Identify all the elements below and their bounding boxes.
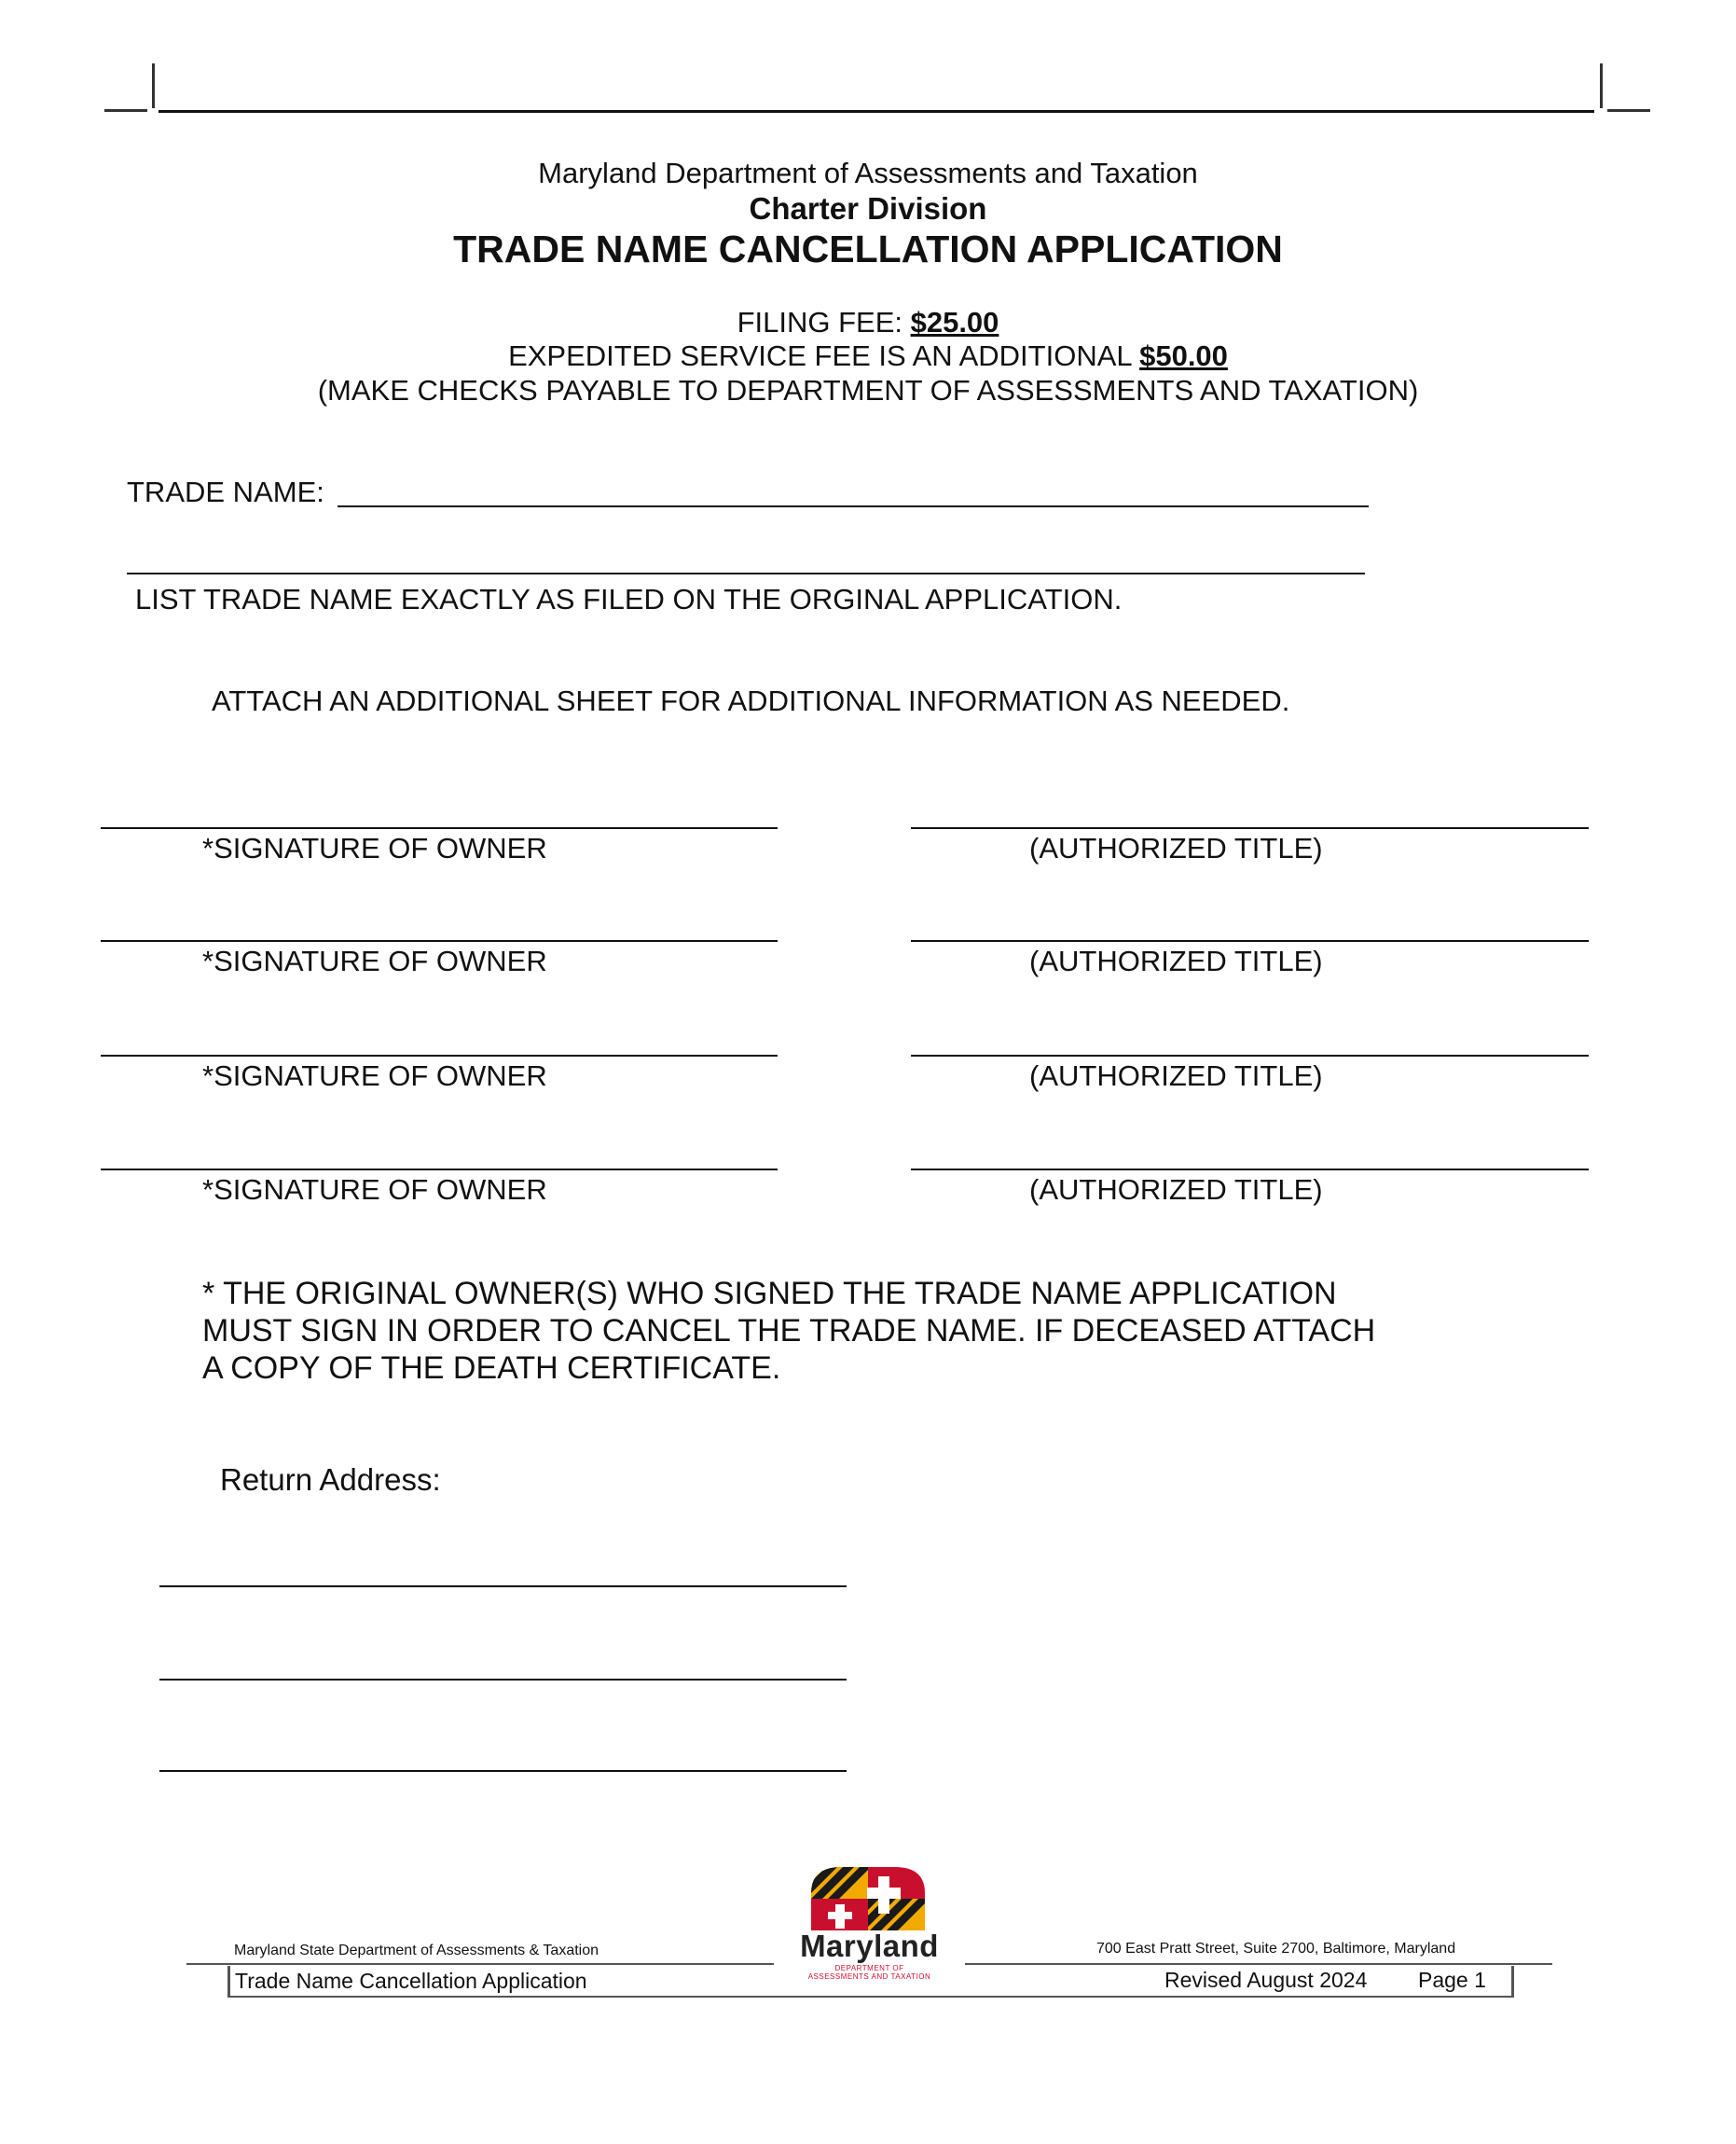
trade-name-second-line[interactable] <box>127 573 1365 574</box>
form-title: TRADE NAME CANCELLATION APPLICATION <box>453 228 1283 270</box>
crop-mark-top-left-horizontal <box>104 109 147 112</box>
trade-name-input[interactable] <box>338 474 1369 507</box>
expedited-fee-label: EXPEDITED SERVICE FEE IS AN ADDITIONAL <box>508 339 1140 372</box>
authorized-title-line[interactable] <box>911 827 1589 829</box>
authorized-title-line[interactable] <box>911 1169 1589 1170</box>
note-line: * THE ORIGINAL OWNER(S) WHO SIGNED THE TRADE NAME APPLICATION <box>202 1276 1337 1311</box>
owner-signature-line[interactable] <box>101 1169 778 1170</box>
filing-fee-label: FILING FEE: <box>737 306 911 339</box>
authorized-title-line[interactable] <box>911 940 1589 942</box>
maryland-logo <box>774 1865 965 1982</box>
division-name: Charter Division <box>749 191 987 226</box>
footer-form-name: Trade Name Cancellation Application <box>235 1969 587 1993</box>
footer-address: 700 East Pratt Street, Suite 2700, Baltimore, Maryland <box>1096 1941 1456 1957</box>
filing-fee-line <box>0 306 1736 339</box>
crop-mark-top-right-horizontal <box>1607 109 1650 112</box>
maryland-flag-emblem-icon <box>774 1865 965 1930</box>
return-address-label: Return Address: <box>220 1462 441 1497</box>
owner-signature-line[interactable] <box>101 1055 778 1057</box>
owner-signature-label: *SIGNATURE OF OWNER <box>202 832 547 865</box>
authorized-title-label: (AUTHORIZED TITLE) <box>1029 832 1323 865</box>
original-owner-note <box>202 1275 1526 1387</box>
header-rule <box>158 110 1594 113</box>
logo-wordmark: Maryland <box>800 1929 939 1963</box>
authorized-title-label: (AUTHORIZED TITLE) <box>1029 1059 1323 1092</box>
owner-signature-label: *SIGNATURE OF OWNER <box>202 1059 547 1092</box>
authorized-title-label: (AUTHORIZED TITLE) <box>1029 945 1323 977</box>
footer-agency-name: Maryland State Department of Assessments & Taxation <box>234 1943 599 1958</box>
owner-signature-label: *SIGNATURE OF OWNER <box>202 1173 547 1206</box>
owner-signature-line[interactable] <box>101 827 778 829</box>
department-name: Maryland Department of Assessments and Taxation <box>538 157 1198 189</box>
logo-subtitle-line-2: ASSESSMENTS AND TAXATION <box>807 1972 931 1981</box>
owner-signature-label: *SIGNATURE OF OWNER <box>202 945 547 977</box>
footer-rule-left <box>186 1963 774 1965</box>
checks-payable-note: (MAKE CHECKS PAYABLE TO DEPARTMENT OF ASSESSMENTS AND TAXATION) <box>317 374 1419 407</box>
trade-name-label: TRADE NAME: <box>127 476 324 508</box>
note-line: MUST SIGN IN ORDER TO CANCEL THE TRADE NAME. IF DECEASED ATTACH <box>202 1313 1376 1349</box>
footer-page-number: Page 1 <box>1418 1968 1486 1992</box>
attach-sheet-note: ATTACH AN ADDITIONAL SHEET FOR ADDITIONAL INFORMATION AS NEEDED. <box>212 685 1290 717</box>
return-address-line-2[interactable] <box>159 1651 847 1681</box>
note-line: A COPY OF THE DEATH CERTIFICATE. <box>202 1350 781 1386</box>
return-address-line-1[interactable] <box>159 1557 847 1587</box>
expedited-fee-line <box>0 339 1736 373</box>
crop-mark-top-right-vertical <box>1600 63 1603 108</box>
authorized-title-line[interactable] <box>911 1055 1589 1057</box>
trade-name-instruction: LIST TRADE NAME EXACTLY AS FILED ON THE ORGINAL APPLICATION. <box>135 583 1123 616</box>
logo-subtitle-line-1: DEPARTMENT OF <box>834 1964 904 1972</box>
footer-revised-date: Revised August 2024 <box>1164 1968 1368 1992</box>
footer-rule-right <box>965 1963 1552 1965</box>
filing-fee-amount: $25.00 <box>910 306 999 339</box>
owner-signature-line[interactable] <box>101 940 778 942</box>
expedited-fee-amount: $50.00 <box>1139 339 1228 372</box>
crop-mark-top-left-vertical <box>152 63 155 108</box>
return-address-line-3[interactable] <box>159 1742 847 1772</box>
authorized-title-label: (AUTHORIZED TITLE) <box>1029 1173 1323 1206</box>
